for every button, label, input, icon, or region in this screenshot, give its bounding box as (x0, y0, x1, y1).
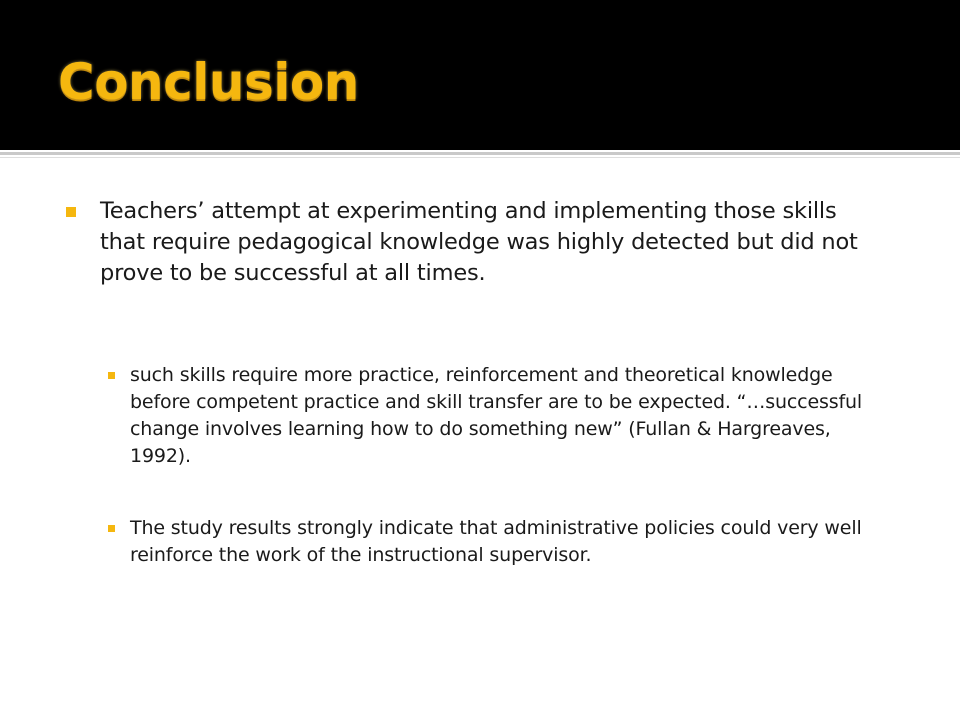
bullet-text: Teachers’ attempt at experimenting and implementing those skills that require pedagogical knowledge was highly detected but did not prove to be successful at all times. (100, 198, 858, 286)
bullet-text: such skills require more practice, reinforcement and theoretical knowledge before competent practice and skill transfer are to be expected. “…successful change involves learning how to do something new” (Fullan & Hargreaves, 1992). (130, 364, 863, 467)
square-bullet-icon (108, 372, 115, 379)
square-bullet-icon (108, 525, 115, 532)
slide-title: Conclusion (58, 53, 359, 111)
bullet-text: The study results strongly indicate that administrative policies could very well reinforce the work of the instructional supervisor. (130, 517, 862, 566)
square-bullet-icon (66, 207, 76, 217)
